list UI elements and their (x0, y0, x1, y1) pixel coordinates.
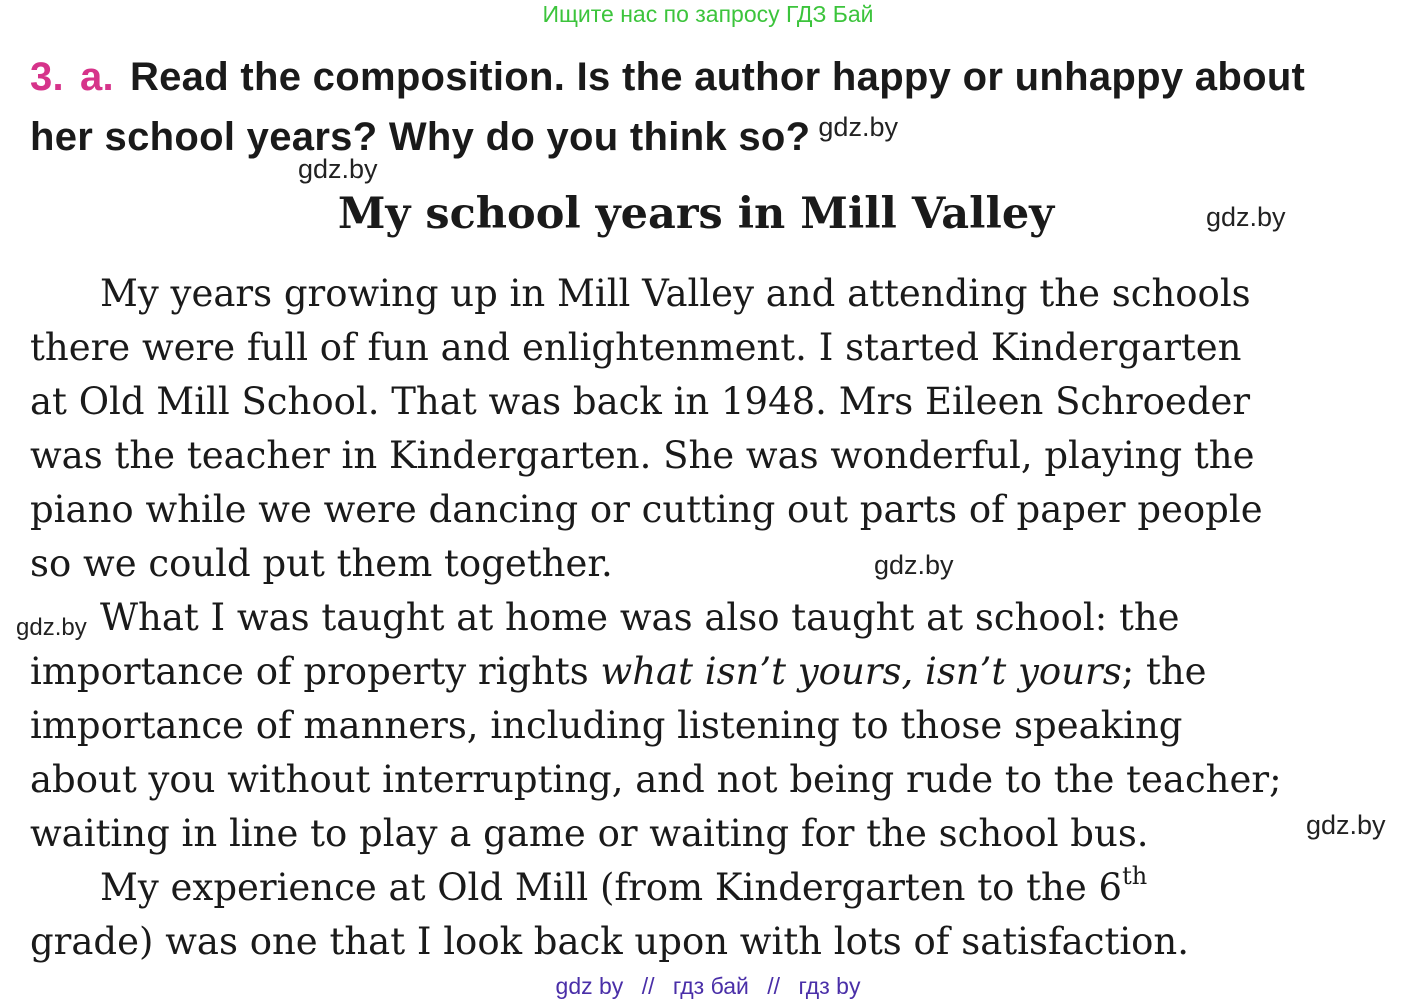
footer-separator: // (767, 973, 781, 999)
watermark: gdz.by (1206, 202, 1286, 232)
task-letter: a. (79, 55, 114, 99)
paragraph-2 (30, 591, 1364, 861)
text-line (30, 807, 1364, 861)
task-line-2: her school years? Why do you think so? (30, 115, 811, 159)
text-line-content: so we could put them together. (30, 542, 613, 585)
text-line-content: piano while we were dancing or cutting out parts of paper people (30, 488, 1263, 531)
text-line-content: at Old Mill School. That was back in 1948. Mrs Eileen Schroeder (30, 380, 1251, 423)
task-heading (30, 52, 1370, 162)
italic-phrase: what isn’t yours, isn’t yours (600, 650, 1122, 693)
text-line (30, 591, 1364, 645)
footer-link[interactable]: gdz by (555, 973, 624, 999)
text-line (30, 645, 1364, 699)
text-line (30, 429, 1364, 483)
text-line-content: was the teacher in Kindergarten. She was wonderful, playing the (30, 434, 1255, 477)
task-line-1: Read the composition. Is the author happy or unhappy about (129, 55, 1306, 99)
watermark: gdz.by (298, 154, 378, 184)
watermark: gdz.by (16, 614, 87, 641)
watermark: gdz.by (818, 112, 898, 142)
text-line-content: importance of property rights (30, 650, 601, 693)
paragraph-3 (30, 861, 1364, 969)
watermark: gdz.by (874, 550, 954, 580)
text-line (30, 375, 1364, 429)
paragraph-1 (30, 267, 1364, 591)
task-number: 3. (30, 55, 64, 99)
text-line-content: ; the (1121, 650, 1207, 693)
text-line (30, 861, 1364, 915)
superscript-th: th (1122, 862, 1148, 890)
text-line (30, 267, 1364, 321)
text-line (30, 699, 1364, 753)
footer-separator: // (641, 973, 655, 999)
footer-links (0, 972, 1416, 1000)
text-line-content: waiting in line to play a game or waiting for the school bus. (30, 812, 1149, 855)
text-line-content: My years growing up in Mill Valley and attending the schools (100, 272, 1251, 315)
watermark: gdz.by (1306, 810, 1386, 840)
footer-link[interactable]: гдз бай (672, 973, 749, 999)
text-line-content: there were full of fun and enlightenment. I started Kindergarten (30, 326, 1242, 369)
text-line-content: about you without interrupting, and not being rude to the teacher; (30, 758, 1282, 801)
footer-link[interactable]: гдз by (798, 973, 861, 999)
text-line-content: grade) was one that I look back upon with lots of satisfaction. (30, 920, 1190, 963)
text-line-content: My experience at Old Mill (from Kindergarten to the 6 (100, 866, 1123, 909)
text-line (30, 915, 1364, 969)
text-line (30, 753, 1364, 807)
text-line (30, 483, 1364, 537)
search-hint-link[interactable]: Ищите нас по запросу ГДЗ Бай (542, 1, 874, 27)
text-line (30, 321, 1364, 375)
composition-title: My school years in Mill Valley (337, 189, 1055, 239)
text-line (30, 537, 1364, 591)
text-line-content: importance of manners, including listening to those speaking (30, 704, 1183, 747)
text-line-content: What I was taught at home was also taught at school: the (100, 596, 1180, 639)
